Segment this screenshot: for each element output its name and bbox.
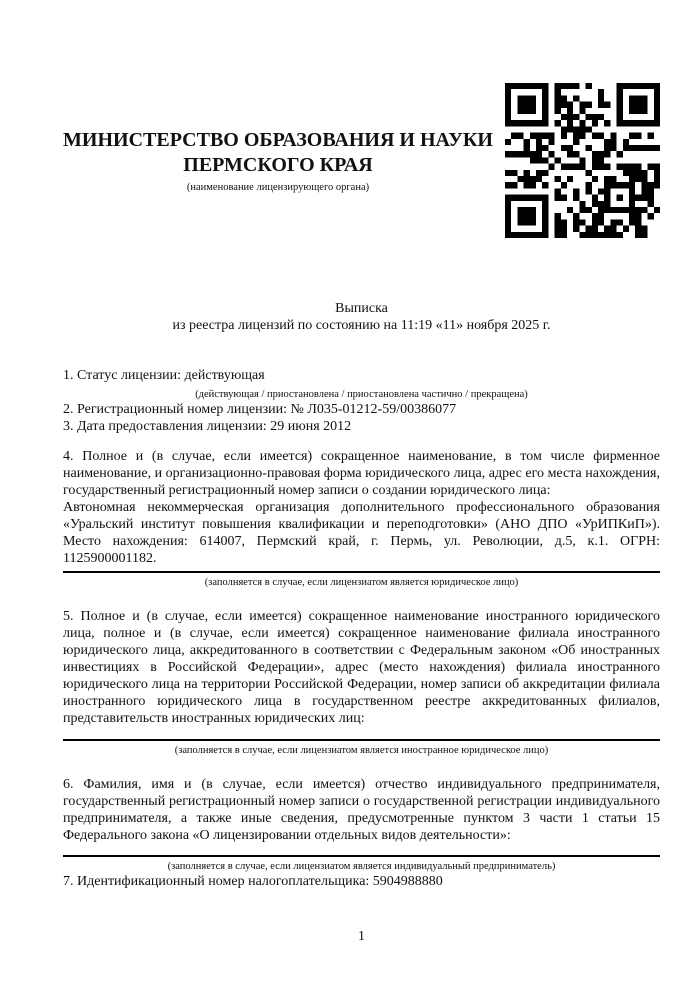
field-legal-entity-label: 4. Полное и (в случае, если имеется) сокращенное наименование, в том числе фирменное наименование, и организационно-правовая форма юридического лица, адрес его места нахождения, государственный регистрационный номер записи о создании юридического лица: xyxy=(63,449,660,498)
fill-in-rule xyxy=(63,571,660,573)
field-individual-entrepreneur xyxy=(63,776,660,873)
issuer-name-line1: МИНИСТЕРСТВО ОБРАЗОВАНИЯ И НАУКИ xyxy=(63,129,493,151)
issuer-name-line2: ПЕРМСКОГО КРАЯ xyxy=(183,154,373,176)
page-number: 1 xyxy=(358,929,365,944)
qr-code-icon xyxy=(505,83,660,238)
field-legal-entity-caption: (заполняется в случае, если лицензиатом является юридическое лицо) xyxy=(204,577,519,588)
field-grant-date: 3. Дата предоставления лицензии: 29 июня 2012 xyxy=(63,419,352,434)
fill-in-rule xyxy=(63,855,660,857)
document-title xyxy=(63,300,660,334)
field-individual-entrepreneur-caption: (заполняется в случае, если лицензиатом является индивидуальный предприниматель) xyxy=(167,861,556,872)
title-line: Выписка xyxy=(335,301,388,316)
field-registration-number: 2. Регистрационный номер лицензии: № Л035-01212-59/00386077 xyxy=(63,402,457,417)
field-foreign-entity-label: 5. Полное и (в случае, если имеется) сокращенное наименование иностранного юридического лица, полное и (в случае, если имеется) сокращенное наименование филиала иностранного юридического лица, аккредитованного в соответствии с Федеральным законом «Об иностранных инвестициях в Российской Федерации», адрес (место нахождения) филиала иностранного юридического лица на территории Российской Федерации, номер записи об аккредитации филиала иностранного юридического лица в государственном реестре аккредитованных филиалов, представительств иностранных юридических лиц: xyxy=(63,609,660,726)
field-legal-entity xyxy=(63,448,660,589)
document-body xyxy=(63,367,660,890)
issuer-caption: (наименование лицензирующего органа) xyxy=(186,182,370,193)
fill-in-rule xyxy=(63,739,660,741)
field-individual-entrepreneur-label: 6. Фамилия, имя и (в случае, если имеется) отчество индивидуального предпринимателя, государственный регистрационный номер записи о государственной регистрации индивидуального предпринимателя, а также иные сведения, предусмотренные пунктом 3 части 1 статьи 15 Федерального закона «О лицензировании отдельных видов деятельности»: xyxy=(63,777,660,843)
title-date-line: из реестра лицензий по состоянию на 11:19 «11» ноября 2025 г. xyxy=(172,318,551,333)
field-inn: 7. Идентификационный номер налогоплательщика: 5904988880 xyxy=(63,874,443,889)
field-license-status: 1. Статус лицензии: действующая xyxy=(63,368,265,383)
field-foreign-entity xyxy=(63,608,660,757)
field-license-status-caption: (действующая / приостановлена / приостановлена частично / прекращена) xyxy=(195,389,528,400)
field-foreign-entity-caption: (заполняется в случае, если лицензиатом является иностранное юридическое лицо) xyxy=(174,745,549,756)
issuer-header xyxy=(63,128,493,194)
field-legal-entity-value: Автономная некоммерческая организация дополнительного профессионального образования «Уральский институт повышения квалификации и переподготовки» (АНО ДПО «УрИПКиП»). Место нахождения: 614007, Пермский край, г. Пермь, ул. Революции, д.5, к.1. ОГРН: 1125900001182. xyxy=(63,500,660,566)
